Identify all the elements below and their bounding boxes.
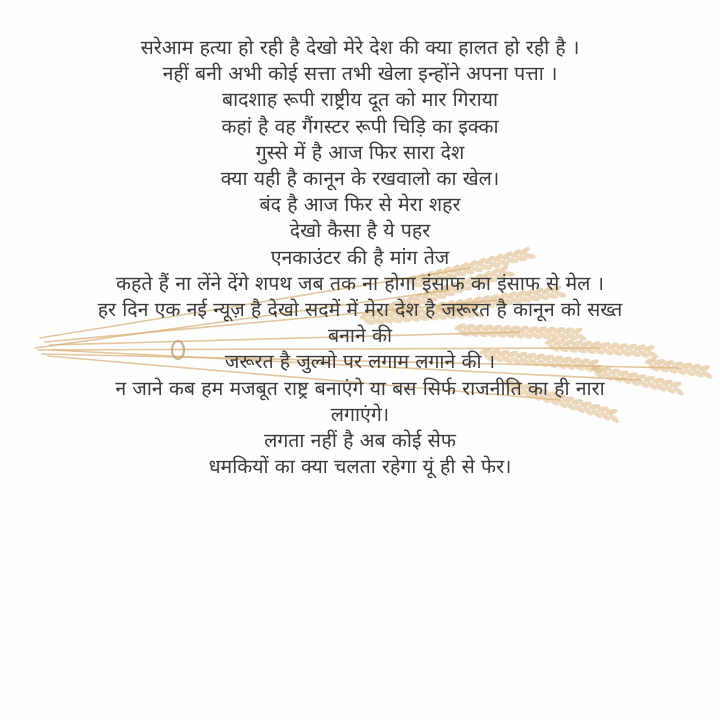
poem-line: क्या यही है कानून के रखवालो का खेल। [220,167,500,191]
poem-line: नहीं बनी अभी कोई सत्ता तभी खेला इन्होंने अपना पत्ता । [162,62,558,86]
poem-line: लगाएंगे। [330,402,390,426]
poem-line: कहते हैं ना लेंने देंगे शपथ जब तक ना होगा इंसाफ का इंसाफ से मेल । [116,271,604,295]
poem-line: सरेआम हत्या हो रही है देखो मेरे देश की क्या हालत हो रही है । [140,36,580,59]
poem-line: बनाने की [327,324,393,348]
poem-line: कहां है वह गैंगस्टर रूपी चिड़ि का इक्का [221,114,499,138]
poem-line: जरूरत है जुल्मो पर लगाम लगाने की । [224,350,496,374]
poem-line: गुस्से में है आज फिर सारा देश [255,140,465,164]
poem-line: न जाने कब हम मजबूत राष्ट्र बनाएंगे या बस सिर्फ राजनीति का ही नारा [115,376,605,400]
poem-line: बादशाह रूपी राष्ट्रीय दूत को मार गिराया [221,88,499,112]
poem-line: हर दिन एक नई न्यूज़ है देखो सदमें में मेरा देश है जरूरत है कानून को सख्त [97,298,623,322]
poem-line: एनकाउंटर की है मांग तेज [270,245,450,269]
poem-text [10,35,710,480]
poem-line: धमकियों का क्या चलता रहेगा यूं ही से फेर। [208,455,512,479]
poem-line: लगता नहीं है अब कोई सेफ [264,429,456,453]
poem-line: देखो कैसा है ये पहर [289,219,431,243]
poem-line: बंद है आज फिर से मेरा शहर [259,193,461,217]
